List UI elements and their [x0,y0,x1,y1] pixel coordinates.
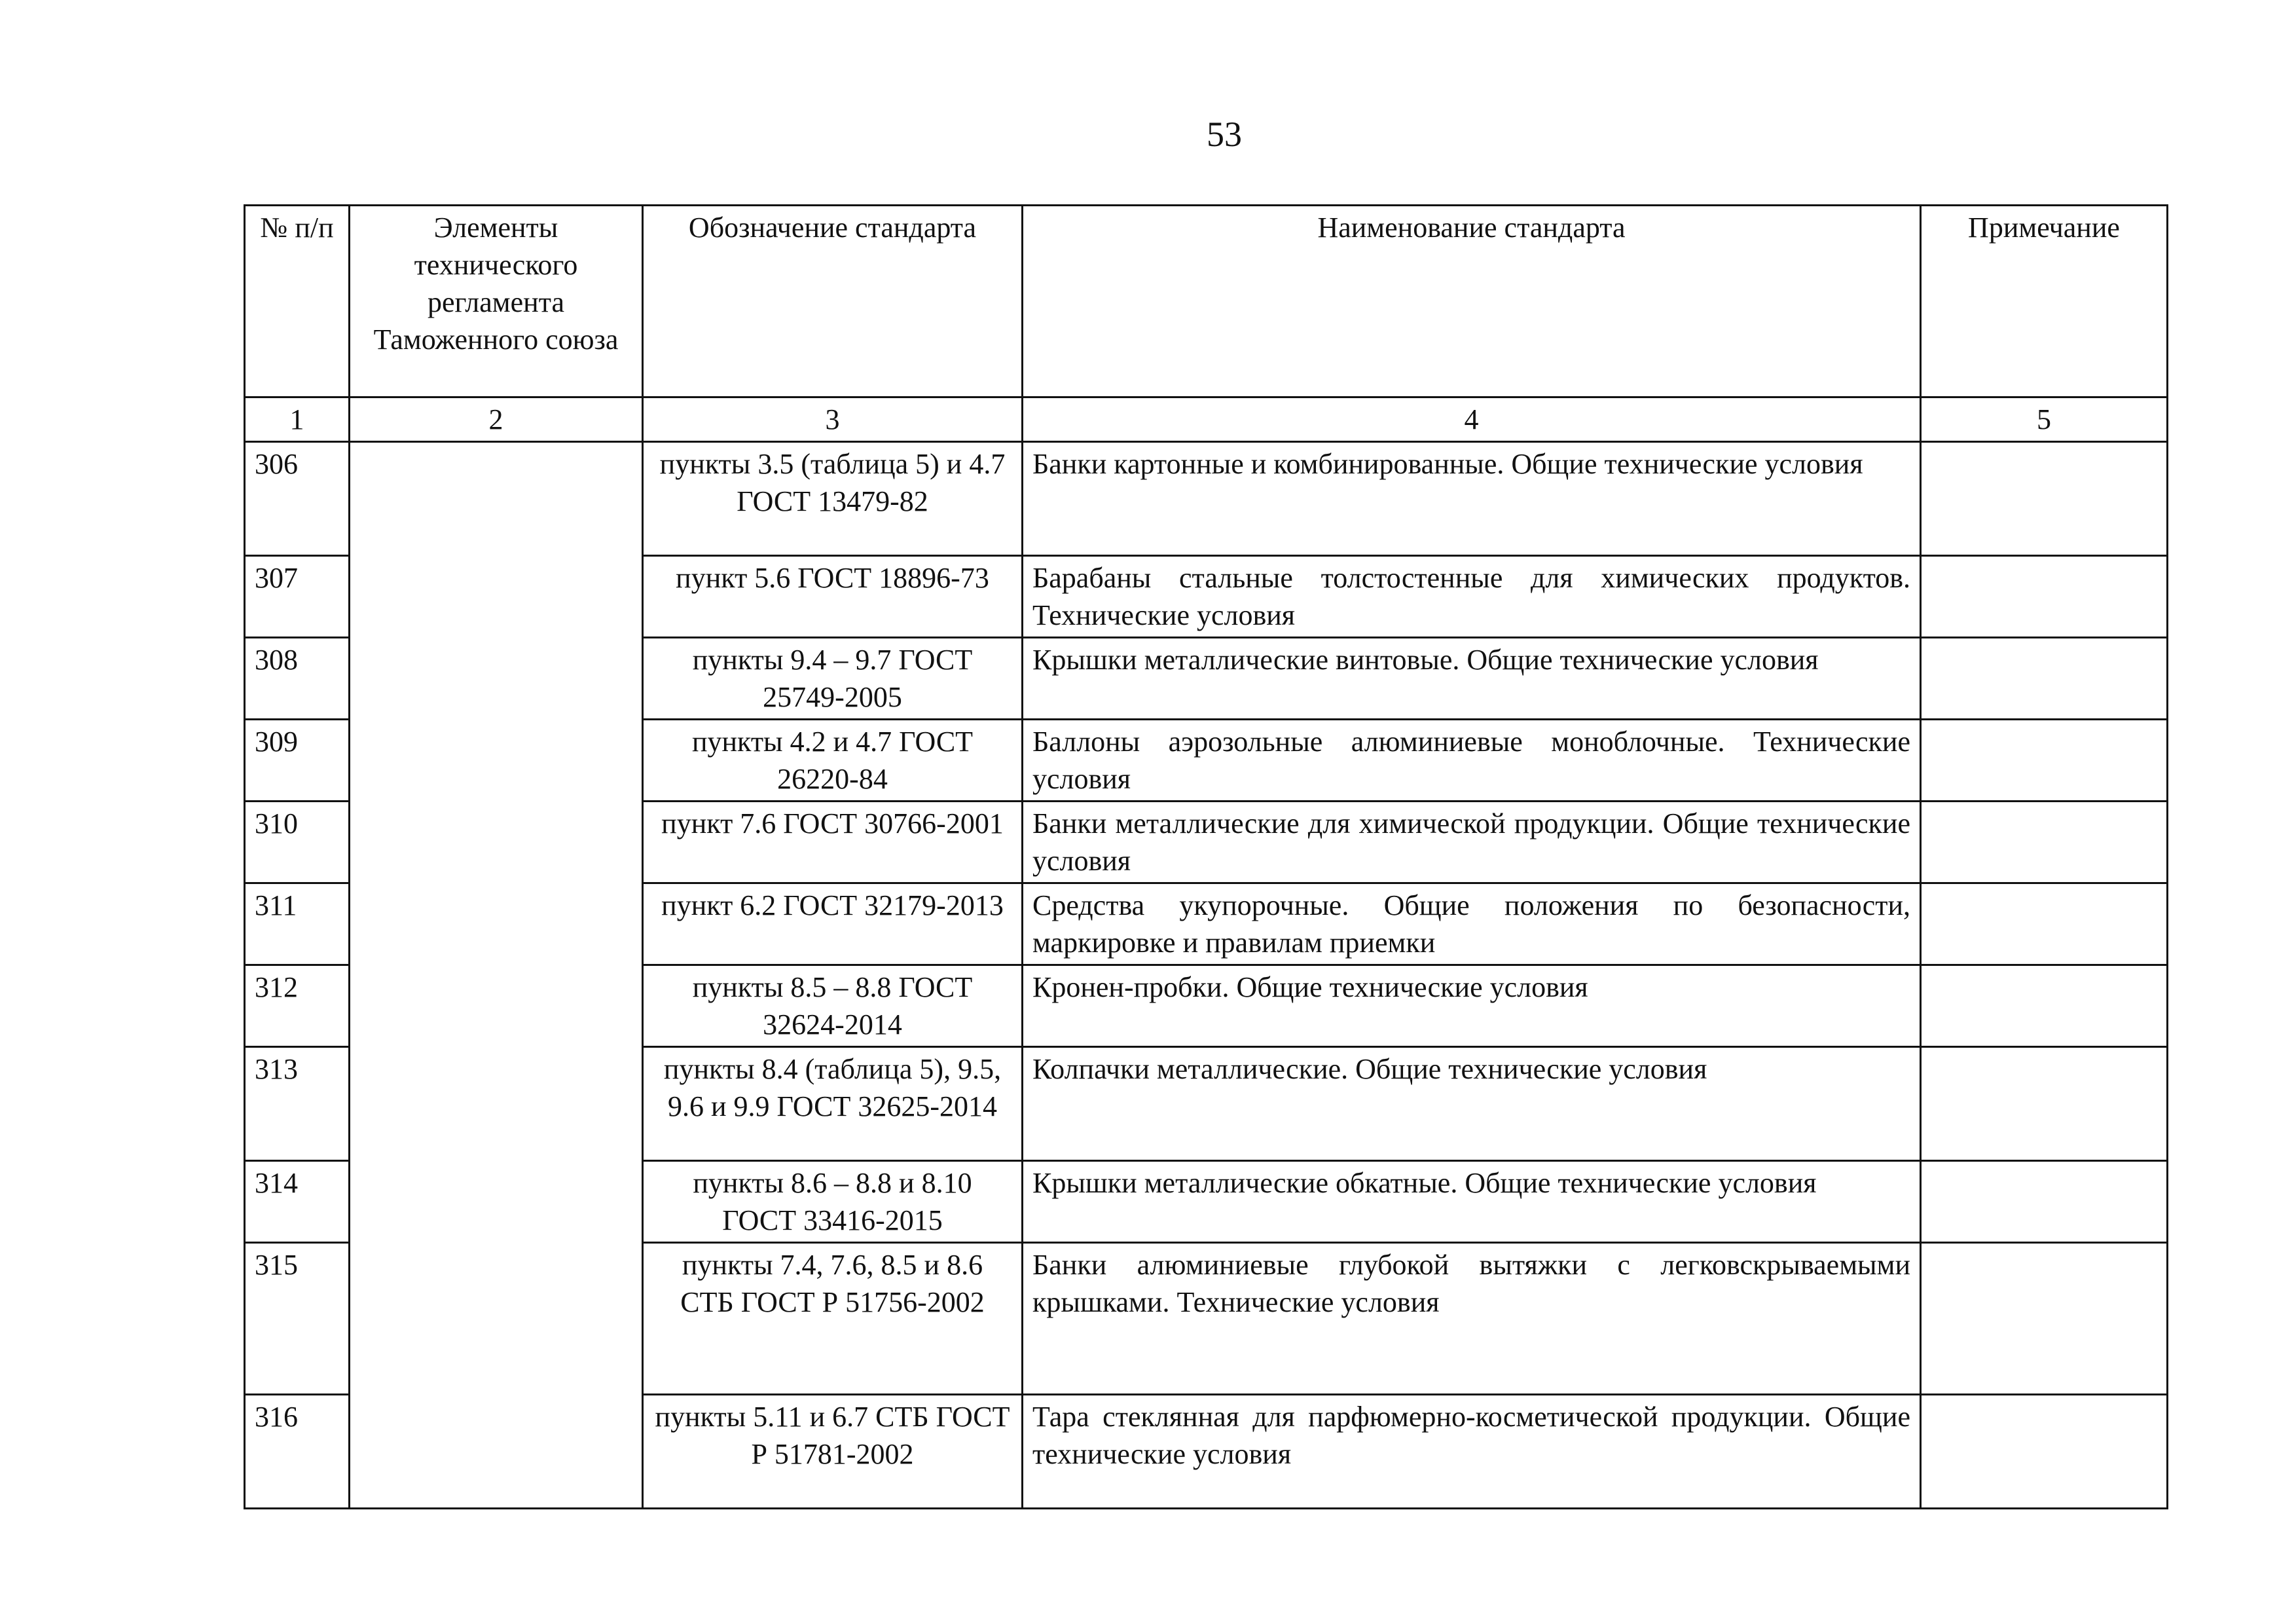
note-cell [1921,442,2168,556]
header-name: Наименование стандарта [1023,206,1921,397]
standards-table [244,204,2168,1509]
row-number: 316 [245,1395,350,1509]
row-number: 312 [245,965,350,1047]
row-number: 307 [245,556,350,638]
standard-name: Колпачки металлические. Общие технические условия [1023,1047,1921,1161]
standard-designation: пункты 9.4 – 9.7 ГОСТ 25749-2005 [643,638,1023,720]
row-number: 315 [245,1243,350,1395]
row-number: 309 [245,720,350,802]
row-number: 308 [245,638,350,720]
column-number: 5 [1921,397,2168,442]
row-number: 313 [245,1047,350,1161]
column-number-row [245,397,2168,442]
row-number: 306 [245,442,350,556]
standard-designation: пункт 7.6 ГОСТ 30766-2001 [643,802,1023,883]
header-note: Примечание [1921,206,2168,397]
standard-designation: пункты 8.5 – 8.8 ГОСТ 32624-2014 [643,965,1023,1047]
standard-designation: пункты 4.2 и 4.7 ГОСТ 26220-84 [643,720,1023,802]
table-row [245,442,2168,556]
header-designation: Обозначение стандарта [643,206,1023,397]
note-cell [1921,1161,2168,1243]
note-cell [1921,556,2168,638]
row-number: 310 [245,802,350,883]
standard-name: Баллоны аэрозольные алюминиевые моноблочные. Технические условия [1023,720,1921,802]
elements-cell [350,442,643,1509]
row-number: 314 [245,1161,350,1243]
standard-name: Банки металлические для химической продукции. Общие технические условия [1023,802,1921,883]
standard-designation: пункты 3.5 (таблица 5) и 4.7 ГОСТ 13479-82 [643,442,1023,556]
note-cell [1921,1243,2168,1395]
standard-name: Тара стеклянная для парфюмерно-косметической продукции. Общие технические условия [1023,1395,1921,1509]
note-cell [1921,965,2168,1047]
column-number: 2 [350,397,643,442]
standard-name: Барабаны стальные толстостенные для химических продуктов. Технические условия [1023,556,1921,638]
standard-name: Крышки металлические винтовые. Общие технические условия [1023,638,1921,720]
note-cell [1921,638,2168,720]
standard-name: Банки алюминиевые глубокой вытяжки с легковскрываемыми крышками. Технические условия [1023,1243,1921,1395]
table-header-row [245,206,2168,397]
column-number: 4 [1023,397,1921,442]
note-cell [1921,802,2168,883]
header-elements: Элементы технического регламента Таможенного союза [350,206,643,397]
header-num: № п/п [245,206,350,397]
note-cell [1921,1047,2168,1161]
standard-designation: пункты 7.4, 7.6, 8.5 и 8.6 СТБ ГОСТ Р 51756-2002 [643,1243,1023,1395]
standard-designation: пункты 8.6 – 8.8 и 8.10 ГОСТ 33416-2015 [643,1161,1023,1243]
page-number: 53 [1207,115,1242,154]
standard-designation: пункт 5.6 ГОСТ 18896-73 [643,556,1023,638]
row-number: 311 [245,883,350,965]
column-number: 3 [643,397,1023,442]
standard-name: Банки картонные и комбинированные. Общие технические условия [1023,442,1921,556]
note-cell [1921,883,2168,965]
standard-name: Средства укупорочные. Общие положения по безопасности, маркировке и правилам приемки [1023,883,1921,965]
standard-name: Кронен-пробки. Общие технические условия [1023,965,1921,1047]
standard-designation: пункты 8.4 (таблица 5), 9.5, 9.6 и 9.9 ГОСТ 32625-2014 [643,1047,1023,1161]
standard-name: Крышки металлические обкатные. Общие технические условия [1023,1161,1921,1243]
note-cell [1921,1395,2168,1509]
standard-designation: пункты 5.11 и 6.7 СТБ ГОСТ Р 51781-2002 [643,1395,1023,1509]
note-cell [1921,720,2168,802]
column-number: 1 [245,397,350,442]
standard-designation: пункт 6.2 ГОСТ 32179-2013 [643,883,1023,965]
